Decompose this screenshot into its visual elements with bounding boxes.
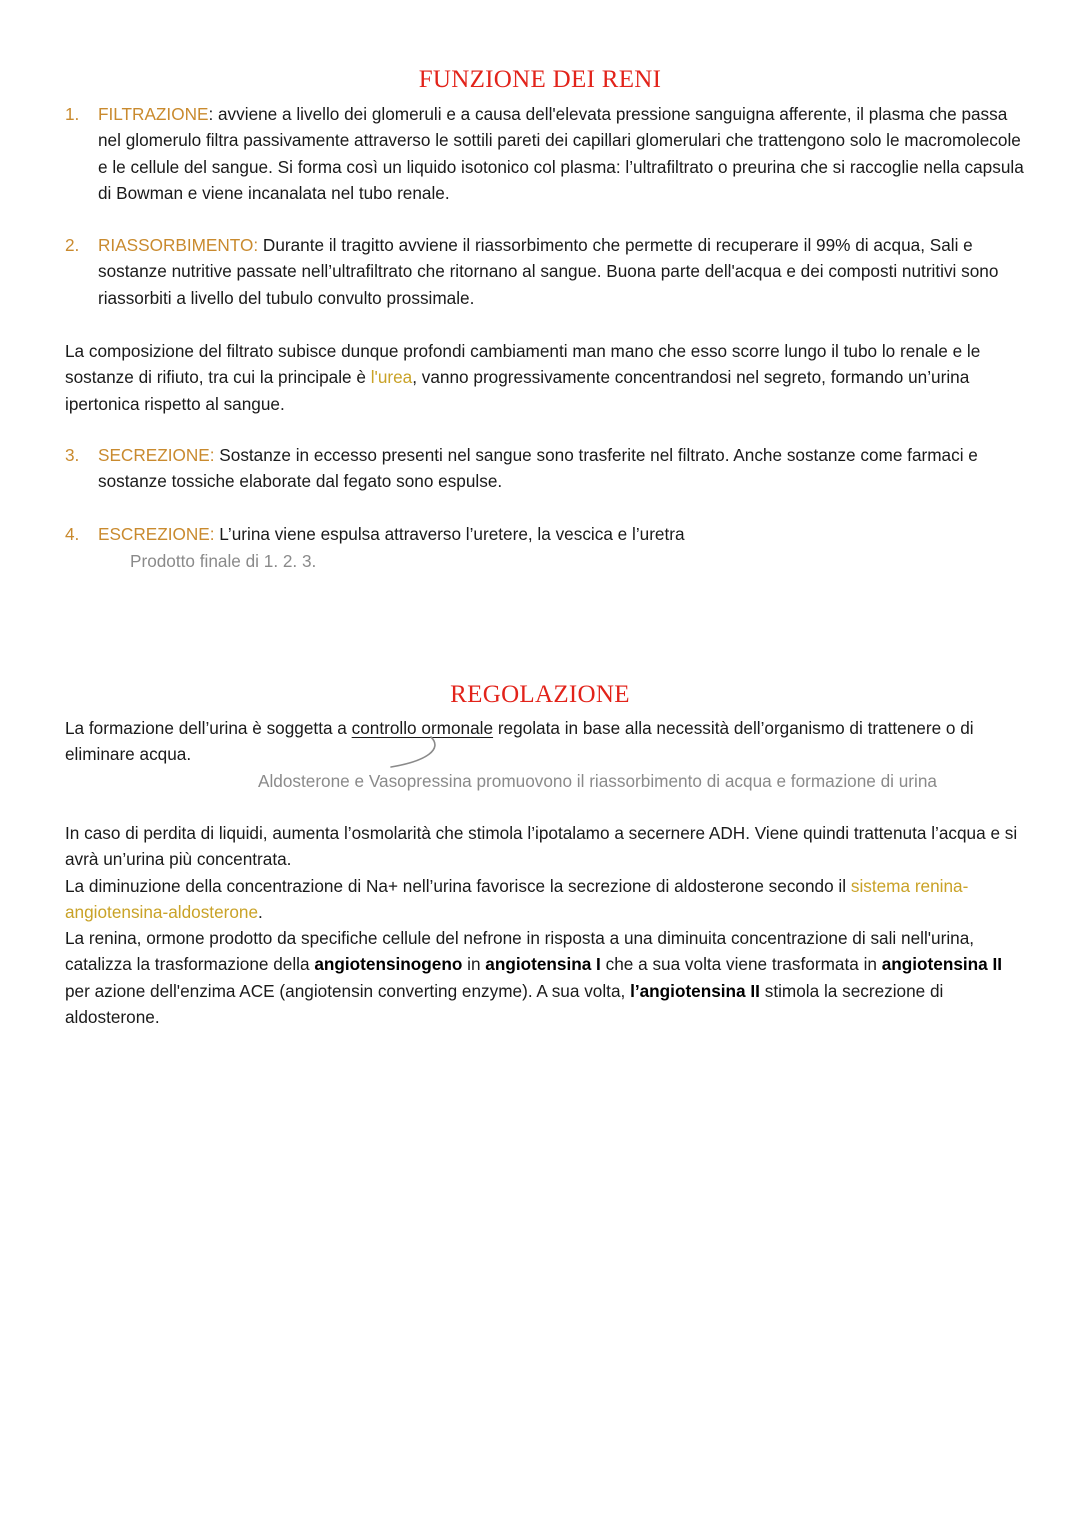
list-item-escrezione (65, 521, 1025, 547)
paragraph-text: . (258, 902, 263, 923)
item-text: Sostanze in eccesso presenti nel sangue sono trasferite nel filtrato. Anche sostanze come farmaci e sostanze tossiche elaborate dal fegato sono espulse. (98, 445, 978, 492)
paragraph-text: regolata in base alla necessità dell’organismo di trattenere o di eliminare acqua. (65, 718, 974, 765)
item-text: Durante il tragitto avviene il riassorbimento che permette di recuperare il 99% di acqua, Sali e sostanze nutritive passate nell’ultrafiltrato che ritornano al sangue. Buona parte dell'acqua e dei composti nutritivi sono riassorbiti a livello del tubulo convulto prossimale. (98, 235, 999, 308)
list-item-filtrazione (65, 101, 1025, 206)
item-label: FILTRAZIONE (98, 104, 209, 124)
section-title-funzione: FUNZIONE DEI RENI (418, 66, 662, 93)
paragraph-perdita-liquidi: In caso di perdita di liquidi, aumenta l’osmolarità che stimola l’ipotalamo a secernere ADH. Viene quindi trattenuta l’acqua e si avrà un’urina più concentrata. (65, 823, 1018, 870)
paragraph-text: La composizione del filtrato subisce dunque profondi cambiamenti man mano che esso scorre lungo il tubo lo renale e le sostanze di rifiuto, tra cui la principale è (65, 341, 981, 388)
bold-term: angiotensina I (485, 954, 601, 975)
list-item-body (98, 521, 1025, 547)
list-item-secrezione (65, 442, 1025, 495)
handwritten-note-prodotto: Prodotto finale di 1. 2. 3. (130, 551, 317, 571)
paragraph-text: La formazione dell’urina è soggetta a (65, 718, 352, 738)
item-label: SECREZIONE: (98, 445, 215, 465)
paragraph-text: stimola la secrezione di aldosterone. (65, 980, 944, 1027)
list-number: 4. (65, 524, 80, 544)
section-title-regolazione: REGOLAZIONE (450, 681, 630, 708)
list-number: 1. (65, 104, 80, 124)
list-item-body (98, 232, 1025, 311)
list-item-riassorbimento (65, 232, 1025, 311)
item-text: : avviene a livello dei glomeruli e a causa dell'elevata pressione sanguigna afferente, il plasma che passa nel glomerulo filtra passivamente attraverso le sottili pareti dei capillari glomerulari che trattengono solo le macromolecole e le cellule del sangue. Si forma così un liquido isotonico col plasma: l’ultrafiltrato o preurina che si raccoglie nella capsula di Bowman e viene incanalata nel tubo renale. (98, 104, 1024, 203)
underlined-controllo-ormonale: controllo ormonale (351, 718, 494, 738)
item-label: RIASSORBIMENTO: (98, 235, 259, 255)
item-text: L’urina viene espulsa attraverso l’uretere, la vescica e l’uretra (214, 524, 685, 544)
paragraph-text: La diminuzione della concentrazione di Na+ nell’urina favorisce la secrezione di aldosterone secondo il (65, 876, 851, 896)
paragraph-text: che a sua volta viene trasformata in (600, 954, 882, 975)
bold-term: angiotensina II (881, 954, 1003, 975)
highlight-urea: l'urea (370, 367, 413, 388)
list-item-body (98, 101, 1025, 206)
list-number: 3. (65, 445, 80, 465)
list-item-body (98, 442, 1025, 495)
list-number: 2. (65, 235, 80, 255)
highlight-sistema-renina: sistema renina-angiotensina-aldosterone (65, 876, 969, 923)
item-label: ESCREZIONE: (98, 524, 215, 544)
paragraph-text: in (462, 954, 486, 975)
paragraph-formazione (65, 715, 1025, 768)
paragraph-composizione (65, 338, 1025, 417)
paragraph-renina (65, 925, 1025, 1030)
paragraph-text: , vanno progressivamente concentrandosi nel segreto, formando un’urina ipertonica rispetto al sangue. (65, 367, 970, 414)
paragraph-sodio (65, 873, 1025, 926)
paragraph-text: La renina, ormone prodotto da specifiche cellule del nefrone in risposta a una diminuita concentrazione di sali nell'urina, catalizza la trasformazione della (65, 928, 975, 975)
handwritten-note-ormoni: Aldosterone e Vasopressina promuovono il riassorbimento di acqua e formazione di urina (258, 771, 937, 791)
bold-term: l’angiotensina II (630, 980, 760, 1001)
bold-term: angiotensinogeno (314, 954, 463, 975)
paragraph-text: per azione dell'enzima ACE (angiotensin converting enzyme). A sua volta, (65, 980, 631, 1001)
